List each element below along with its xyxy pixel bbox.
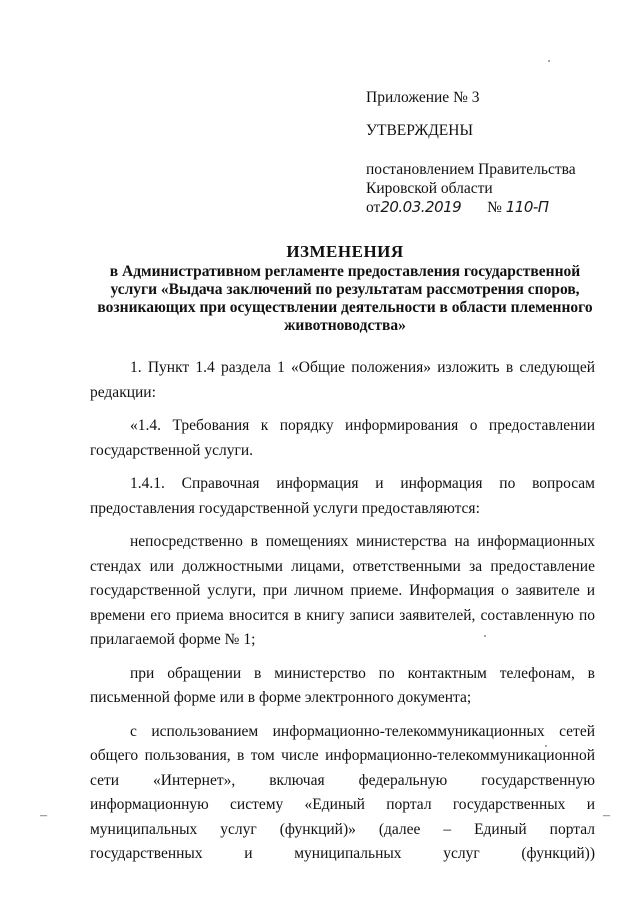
scan-mark: ‒ <box>603 808 610 823</box>
appendix-label: Приложение № 3 <box>366 89 480 106</box>
paragraph-2: «1.4. Требования к порядку информирования о предоставлении государственной услуги. <box>90 417 595 459</box>
handwritten-date: 20.03.2019 <box>380 198 462 216</box>
document-heading <box>95 243 595 335</box>
heading-subtitle: в Административном регламенте предоставления государственной услуги «Выдача заключений по результатам рассмотрения споров, возникающих при осуществлении деятельности в области племенного животноводства» <box>97 263 593 334</box>
document-body <box>90 356 595 876</box>
paragraph-5: при обращении в министерство по контактным телефонам, в письменной форме или в форме электронного документа; <box>90 664 595 706</box>
decree-line-2: Кировской области <box>366 180 493 197</box>
paragraph-6: с использованием информационно-телекоммуникационных сетей общего пользования, в том числе информационно-телекоммуникационной сети «Интернет», включая федеральную государственную информационную систему «Единый портал государственных и муниципальных услуг (функций)» (далее – Единый портал государственных и муниципальных услуг (функций)) <box>90 722 595 862</box>
approved-label: УТВЕРЖДЕНЫ <box>366 122 473 139</box>
approval-block <box>366 88 616 217</box>
decree-line-1: постановлением Правительства <box>366 161 576 178</box>
date-prefix: от <box>366 199 381 216</box>
scan-speck <box>545 745 547 747</box>
paragraph-4: непосредственно в помещениях министерства на информационных стендах или должностными лицами, ответственными за предоставление государственной услуги, при личном приеме. Информация о заявителе и времени его приема вносится в книгу записи заявителей, составленную по прилагаемой форме № 1; <box>90 533 595 648</box>
scan-mark: ‒ <box>40 808 47 823</box>
number-prefix: № <box>487 199 502 216</box>
paragraph-1: 1. Пункт 1.4 раздела 1 «Общие положения» изложить в следующей редакции: <box>90 359 595 401</box>
scan-speck <box>548 60 550 62</box>
paragraph-3: 1.4.1. Справочная информация и информация по вопросам предоставления государственной услуги предоставляются: <box>90 475 595 517</box>
decree-date-number <box>366 198 616 217</box>
handwritten-number: 110-П <box>505 198 549 216</box>
heading-title: ИЗМЕНЕНИЯ <box>286 242 404 261</box>
scan-speck <box>484 635 486 637</box>
